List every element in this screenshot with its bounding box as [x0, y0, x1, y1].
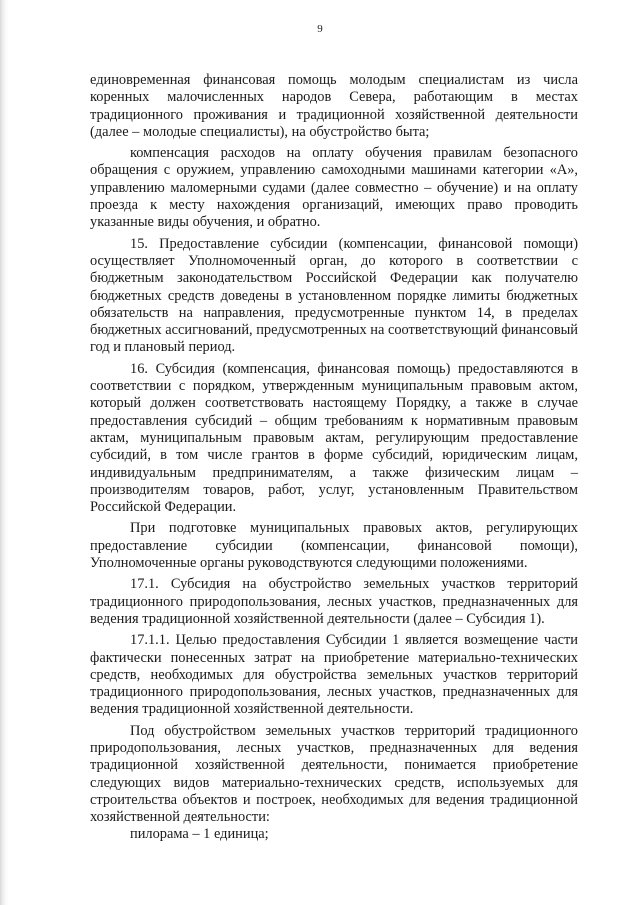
- list-item-sawmill: пилорама – 1 единица;: [130, 826, 269, 843]
- paragraph-15: 15. Предоставление субсидии (компенсации, финансовой помощи) осуществляет Уполномоченный орган, до которого в соответствии с бюджетным законодательством Российской Федерации как получателю бюджетных средств доведены в установленном порядке лимиты бюджетных обязательств на направления, предусмотренные пунктом 14, в пределах бюджетных ассигнований, предусмотренных на соответствующий финансовый год и плановый период.: [90, 235, 578, 356]
- scan-edge: [0, 0, 9, 905]
- paragraph-preparation: При подготовке муниципальных правовых актов, регулирующих предоставление субсидии (компенсации, финансовой помощи), Уполномоченные органы руководствуются следующими положениями.: [90, 520, 578, 572]
- paragraph-youth-specialists: единовременная финансовая помощь молодым специалистам из числа коренных малочисленных народов Севера, работающим в местах традиционного проживания и традиционной хозяйственной деятельности (далее – молодые специалисты), на обустройство быта;: [90, 72, 578, 140]
- page-number: 9: [317, 23, 323, 35]
- paragraph-17-1-1: 17.1.1. Целью предоставления Субсидии 1 является возмещение части фактически понесенных затрат на приобретение материально-технических средств, необходимых для обустройства земельных участков территорий традиционного природопользования, лесных участков, предназначенных для ведения традиционной хозяйственной деятельности.: [90, 632, 578, 718]
- paragraph-training-compensation: компенсация расходов на оплату обучения правилам безопасного обращения с оружием, управлению самоходными машинами категории «А», управлению маломерными судами (далее совместно – обучение) и на оплату проезда к месту нахождения организаций, имеющих право проводить указанные виды обучения, и обратно.: [90, 145, 578, 231]
- document-body: [90, 72, 578, 844]
- paragraph-17-1: 17.1. Субсидия на обустройство земельных участков территорий традиционного природопользования, лесных участков, предназначенных для ведения традиционной хозяйственной деятельности (далее – Субсидия 1).: [90, 576, 578, 627]
- paragraph-16: 16. Субсидия (компенсация, финансовая помощь) предоставляются в соответствии с порядком, утвержденным муниципальным правовым актом, который должен соответствовать настоящему Порядку, а также в случае предоставления субсидий – общим требованиям к нормативным правовым актам, муниципальным правовым актам, регулирующим предоставление субсидий, в том числе грантов в форме субсидий, юридическим лицам, индивидуальным предпринимателям, а также физическим лицам – производителям товаров, работ, услуг, установленным Правительством Российской Федерации.: [90, 360, 578, 516]
- paragraph-arrangement: Под обустройством земельных участков территорий традиционного природопользования, лесных участков, предназначенных для ведения традиционной хозяйственной деятельности, понимается приобретение следующих видов материально-технических средств, используемых для строительства объектов и построек, необходимых для ведения традиционной хозяйственной деятельности:: [90, 722, 578, 826]
